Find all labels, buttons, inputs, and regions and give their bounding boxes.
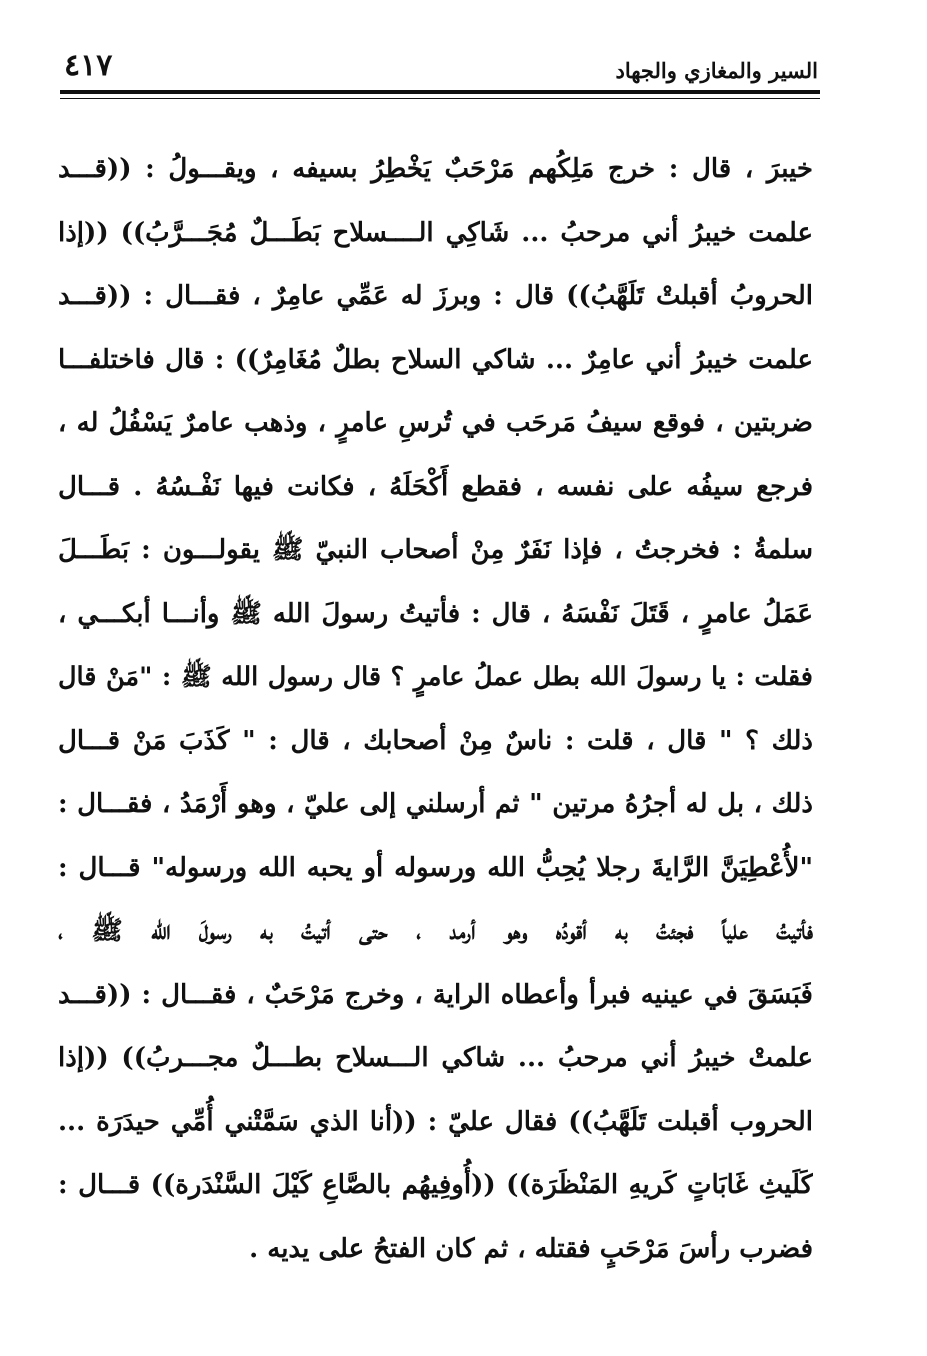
header-rule-thick: [60, 90, 820, 94]
text-line: فقلت : يا رسولَ الله بطل عملُ عامرٍ ؟ قال رسول الله ﷺ : "مَنْ قال: [58, 662, 813, 692]
text-line: "لأُعْطِيَنَّ الرَّايةَ رجلا يُحِبُّ الله ورسوله أو يحبه الله ورسوله" قـــال :: [58, 852, 813, 883]
text-line: علمتْ خيبرُ أني مرحبُ ... شاكي الـــسلاح بطـــلٌ مجـــربُ)) ((إذا: [58, 1043, 813, 1073]
text-line: علمت خيبرُ أني مرحبُ ... شَاكِي الــــسلاح بَطَـــلٌ مُجَـــرَّبُ)) ((إذا: [58, 217, 813, 248]
text-line: ذلك ، بل له أجرُهُ مرتين " ثم أرسلني إلى عليّ ، وهو أَرْمَدُ ، فقـــال :: [58, 789, 813, 819]
text-line: ذلك ؟ " قال ، قلت : ناسٌ مِنْ أصحابك ، قال : " كَذَبَ مَنْ قـــال: [58, 725, 813, 756]
page-header: [60, 44, 820, 94]
page-number: ٤١٧: [64, 48, 113, 83]
text-line: الحروب أقبلت تَلَهَّبُ)) فقال عليّ : ((أنا الذي سَمَّتْني أُمِّي حيدَرَة ...: [58, 1106, 813, 1137]
text-line: سلمةُ : فخرجتُ ، فإذا نَفَرٌ مِنْ أصحاب النبيّ ﷺ يقولـــون : بَطَـــلَ: [58, 535, 813, 565]
running-title: السير والمغازي والجهاد: [615, 58, 818, 83]
text-line: الحروبُ أقبلتْ تَلَهَّبُ)) قال : وبرزَ له عَمِّي عامِرٌ ، فقـــال : ((قـــد: [58, 281, 813, 311]
text-line: فرجع سيفُه على نفسه ، فقطع أَكْحَلَهُ ، فكانت فيها نَفْـسُهُ . قـــال: [58, 471, 813, 502]
text-line: كَلَيثِ غَابَاتٍ كَريهِ المَنْظَرَة)) ((أُوفِيهُم بالصَّاعِ كَيْلَ السَّنْدَرة)) قـــال :: [58, 1170, 813, 1200]
body-text: [58, 138, 813, 1281]
text-line: علمت خيبرُ أني عامِرٌ ... شاكي السلاح بطلٌ مُغَامِرٌ)) : قال فاختلفـــا: [58, 344, 813, 375]
text-line: ضربتين ، فوقع سيفُ مَرحَب في تُرسِ عامرٍ ، وذهب عامرٌ يَسْفُلُ له ،: [58, 408, 813, 438]
header-rule-thin: [60, 98, 820, 99]
text-line-last: فضرب رأسَ مَرْحَبٍ فقتله ، ثم كان الفتحُ على يديه .: [249, 1233, 813, 1264]
text-line: فأتيتُ علياً فجئتُ به أقودُه وهو أرمد ، حتى أتيتُ به رسولَ الله ﷺ ،: [58, 916, 813, 946]
text-line: عَمَلُ عامرٍ ، قَتَلَ نَفْسَهُ ، قال : فأتيتُ رسولَ الله ﷺ وأنـــا أبكـــي ،: [58, 598, 813, 629]
text-line: فَبَسَقَ في عينيه فبرأ وأعطاه الراية ، وخرج مَرْحَبٌ ، فقـــال : ((قـــد: [58, 979, 813, 1010]
text-line: خيبرَ ، قال : خرج مَلِكُهم مَرْحَبٌ يَخْطِرُ بسيفه ، ويقـــولُ : ((قـــد: [58, 154, 813, 184]
